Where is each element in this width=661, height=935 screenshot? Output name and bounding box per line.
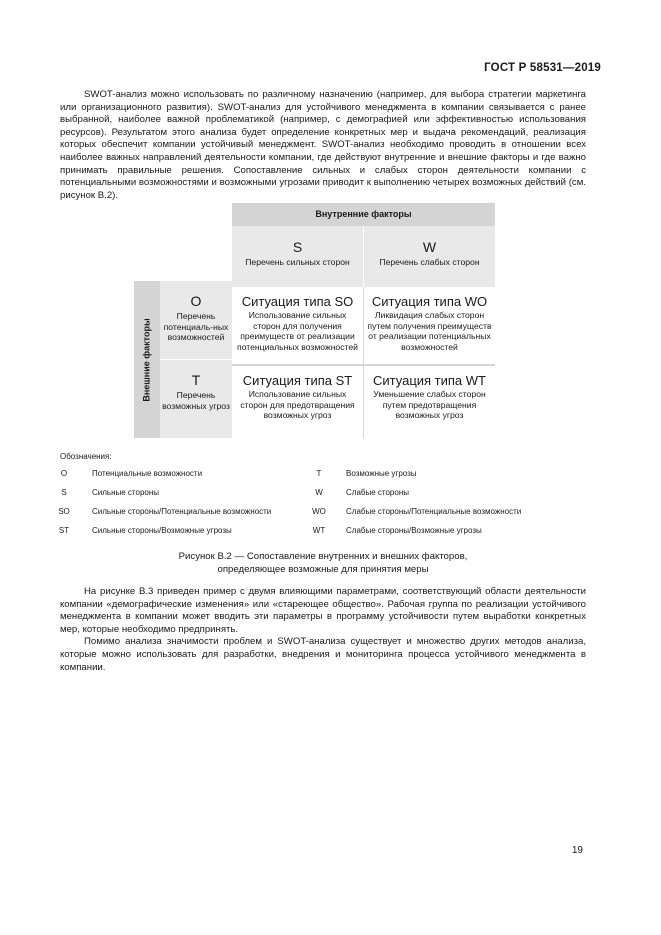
situation-wt-cell <box>364 366 495 444</box>
legend-text: Слабые стороны/Потенциальные возможности <box>346 507 522 516</box>
legend-code: SO <box>58 507 70 516</box>
closing-paragraphs <box>60 586 586 674</box>
situation-wo-text: Ликвидация слабых сторон путем получения преимуществ от реализации потенциальных возможностей <box>367 310 492 352</box>
external-factors-label: Внешние факторы <box>141 317 152 402</box>
swot-figure <box>134 203 495 438</box>
legend-text: Сильные стороны/Потенциальные возможности <box>92 507 272 516</box>
legend-text: Слабые стороны <box>346 488 409 497</box>
weaknesses-letter: W <box>422 239 437 255</box>
closing-paragraph-2: Помимо анализа значимости проблем и SWOT-анализа существует и множество других методов анализа, которые можно использовать для разработки, внедрения и мониторинга процесса устойчивого менеджмента в компании. <box>60 636 586 673</box>
threats-letter: T <box>191 372 201 388</box>
legend-code: T <box>316 469 322 478</box>
ot-divider <box>160 359 232 360</box>
legend-text: Потенциальные возможности <box>92 469 203 478</box>
closing-paragraph-1: На рисунке В.3 приведен пример с двумя влияющими параметрами, соответствующий области деятельности компании «демографические изменения» или «стареющее общество». Рабочая группа по реализации устойчивого менеджмента в компании может вводить эти параметры в программу устойчивости путем выработки конкретных мер, которые необходимо предпринять. <box>60 586 586 635</box>
internal-factors-header: Внутренние факторы <box>232 203 495 226</box>
situation-st-text: Использование сильных сторон для предотвращения возможных угроз <box>240 389 355 421</box>
legend-code: O <box>60 469 68 478</box>
opportunities-letter: O <box>190 293 202 309</box>
situation-so-text: Использование сильных сторон для получения преимуществ от реализации потенциальных возможностей <box>237 310 358 352</box>
threats-label: Перечень возможных угроз <box>162 390 230 411</box>
intro-text: SWOT-анализ можно использовать по различному назначению (например, для выбора стратегии маркетинга или организационного развития). SWOT-анализ для устойчивого менеджмента в компании связывается с ранее выбранной, наиболее важной проблематикой (например, с демографией или эффективностью использования ресурсов). Результатом этого анализа будет определение конкретных мер и выдача рекомендаций, реализация которых обеспечит компании устойчивый менеджмент. SWOT-анализ необходимо проводить в отношении всех наиболее важных направлений деятельности компании, где действуют внутренние и внешние факторы и где важно принимать правильные решения. Сопоставление сильных и слабых сторон деятельности компании с потенциальными возможностями и возможными угрозами приводит к выполнению четырех возможных действий (см. рисунок В.2). <box>60 89 586 201</box>
caption-line-1: Рисунок В.2 — Сопоставление внутренних и внешних факторов, <box>178 551 468 562</box>
situation-wo-cell <box>364 287 495 365</box>
figure-caption <box>60 551 586 576</box>
situation-wt-title: Ситуация типа WT <box>372 373 486 388</box>
opportunities-cell <box>160 281 232 359</box>
legend-title: Обозначения: <box>60 452 112 461</box>
weaknesses-label: Перечень слабых сторон <box>379 257 480 267</box>
situation-so-title: Ситуация типа SO <box>241 294 354 309</box>
situation-wo-title: Ситуация типа WO <box>371 294 488 309</box>
opportunities-label: Перечень потенциаль-ных возможностей <box>163 311 229 343</box>
intro-paragraph <box>60 89 586 202</box>
legend-code: ST <box>58 526 70 535</box>
legend-text: Сильные стороны <box>92 488 160 497</box>
situation-wt-text: Уменьшение слабых сторон путем предотвращения возможных угроз <box>373 389 486 421</box>
legend-code: WT <box>312 526 326 535</box>
legend-text: Сильные стороны/Возможные угрозы <box>92 526 232 535</box>
legend-text: Слабые стороны/Возможные угрозы <box>346 526 482 535</box>
legend-text: Возможные угрозы <box>346 469 417 478</box>
legend-code: W <box>315 488 323 497</box>
situation-st-title: Ситуация типа ST <box>242 373 353 388</box>
strengths-letter: S <box>292 239 303 255</box>
strengths-label: Перечень сильных сторон <box>245 257 350 267</box>
quadrant-divider-vertical <box>363 287 364 438</box>
situation-so-cell <box>232 287 363 365</box>
standard-header: ГОСТ Р 58531—2019 <box>484 62 601 74</box>
page-number: 19 <box>571 845 583 856</box>
threats-cell <box>160 360 232 438</box>
strengths-cell <box>232 226 363 287</box>
external-factors-header <box>134 281 160 438</box>
legend-code: S <box>61 488 67 497</box>
legend-code: WO <box>312 507 326 516</box>
situation-st-cell <box>232 366 363 444</box>
caption-line-2: определяющее возможные для принятия меры <box>217 563 429 575</box>
weaknesses-cell <box>364 226 495 287</box>
